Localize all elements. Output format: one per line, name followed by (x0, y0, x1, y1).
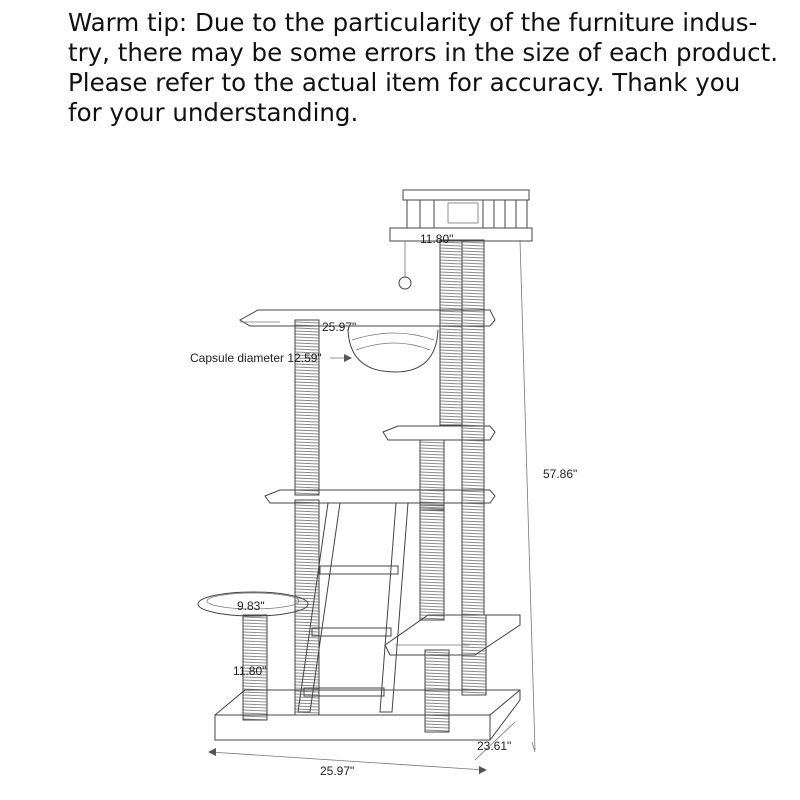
dim-base-width: 25.97" (320, 764, 355, 778)
mid-left-platform (265, 490, 495, 503)
warm-tip-line-3: Please refer to the actual item for accuracy. Thank you (68, 68, 741, 97)
warm-tip-line-4: for your understanding. (68, 98, 359, 127)
sisal-posts (243, 242, 486, 731)
post-outlines (243, 240, 486, 732)
dim-small-bowl: 9.83" (237, 599, 265, 613)
dim-upper-platform: 25.97" (322, 320, 357, 334)
dim-capsule-diameter: Capsule diameter 12.59" (190, 351, 322, 365)
dim-top-platform: 11.80" (420, 232, 454, 246)
base (215, 690, 520, 740)
dim-total-height: 57.86" (543, 467, 578, 481)
dim-base-depth: 23.61" (477, 739, 512, 753)
lower-right-platform (385, 615, 520, 655)
warm-tip-line-2: try, there may be some errors in the size of each product. (68, 38, 778, 67)
dim-small-post: 11.80" (233, 664, 267, 678)
warm-tip-line-1: Warm tip: Due to the particularity of the furniture indus- (68, 8, 758, 37)
